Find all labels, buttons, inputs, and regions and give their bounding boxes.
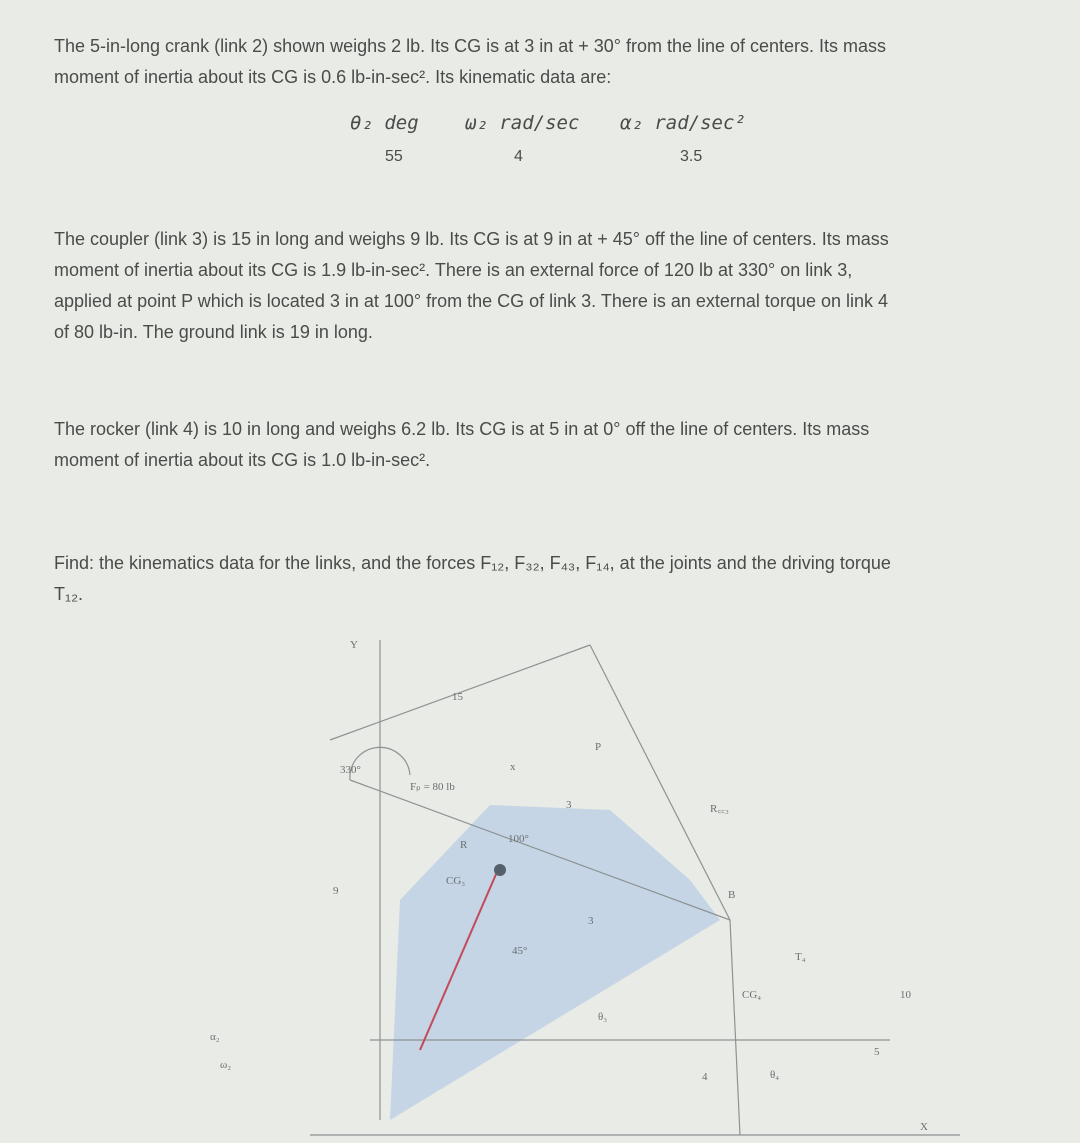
rocker-paragraph bbox=[54, 414, 869, 476]
coupler-paragraph bbox=[54, 224, 889, 348]
cg4-label: CG₄ bbox=[742, 989, 762, 1001]
angle-45-label: 45° bbox=[512, 945, 528, 957]
rocker-line-1: The rocker (link 4) is 10 in long and weighs 6.2 lb. Its CG is at 5 in at 0° off the line of centers. Its mass bbox=[54, 419, 870, 439]
link4-label: 4 bbox=[702, 1071, 708, 1083]
link3-inner-label: 3 bbox=[588, 915, 594, 927]
alpha2-header: α₂ rad/sec² bbox=[620, 112, 746, 134]
find-line-2: T₁₂. bbox=[54, 584, 84, 604]
omega2-value: 4 bbox=[514, 148, 523, 165]
cg3-label: CG₃ bbox=[446, 875, 466, 887]
rcg3-label: R꜀꜀₃ bbox=[710, 803, 729, 815]
coupler-line-4: of 80 lb-in. The ground link is 19 in long. bbox=[54, 322, 373, 342]
cg3-point bbox=[494, 864, 506, 876]
coupler-line-1: The coupler (link 3) is 15 in long and weighs 9 lb. Its CG is at 9 in at + 45° off the line of centers. Its mass bbox=[54, 229, 889, 249]
rocker-line bbox=[730, 920, 740, 1135]
find-paragraph bbox=[54, 548, 891, 610]
coupler-line-2: moment of inertia about its CG is 1.9 lb-in-sec². There is an external force of 120 lb at 330° on link 3, bbox=[54, 260, 853, 280]
theta2-header: θ₂ deg bbox=[350, 112, 419, 134]
link3-label: 3 bbox=[566, 799, 572, 811]
theta2-value: 55 bbox=[385, 148, 403, 165]
ground-9-label: 9 bbox=[333, 885, 339, 897]
theta3-label: θ₃ bbox=[598, 1011, 608, 1023]
coupler-line-3: applied at point P which is located 3 in at 100° from the CG of link 3. There is an external torque on link 4 bbox=[54, 291, 889, 311]
angle-100-label: 100° bbox=[508, 833, 529, 845]
length-10-label: 10 bbox=[900, 989, 911, 1001]
theta4-label: θ₄ bbox=[770, 1069, 780, 1081]
point-b-label: B bbox=[728, 889, 736, 901]
torque-t4-label: T₄ bbox=[795, 951, 806, 963]
angle-330-label: 330° bbox=[340, 764, 361, 776]
crank-line-1: The 5-in-long crank (link 2) shown weighs 2 lb. Its CG is at 3 in at + 30° from the line of centers. Its mass bbox=[54, 36, 887, 56]
linkage-diagram bbox=[210, 620, 970, 1143]
length-5-label: 5 bbox=[874, 1046, 880, 1058]
crank-paragraph bbox=[54, 31, 886, 93]
point-p-label: P bbox=[595, 741, 602, 753]
x-axis-label: X bbox=[920, 1121, 928, 1133]
find-line-1: Find: the kinematics data for the links, and the forces F₁₂, F₃₂, F₄₃, F₁₄, at the joints and the driving torque bbox=[54, 553, 891, 573]
force-label: Fₚ = 80 lb bbox=[410, 781, 455, 793]
y-label: Y bbox=[350, 639, 358, 651]
alpha2-value: 3.5 bbox=[680, 148, 703, 165]
r-label: R bbox=[460, 839, 468, 851]
omega2-header: ω₂ rad/sec bbox=[465, 112, 580, 134]
x-prime-label: x bbox=[510, 761, 516, 773]
coupler-shaded-area bbox=[390, 805, 720, 1120]
omega2-label: ω₂ bbox=[220, 1059, 232, 1071]
crank-line-2: moment of inertia about its CG is 0.6 lb-in-sec². Its kinematic data are: bbox=[54, 67, 612, 87]
alpha2-label: α₂ bbox=[210, 1031, 220, 1043]
rocker-line-2: moment of inertia about its CG is 1.0 lb-in-sec². bbox=[54, 450, 431, 470]
length-15-label: 15 bbox=[452, 691, 463, 703]
